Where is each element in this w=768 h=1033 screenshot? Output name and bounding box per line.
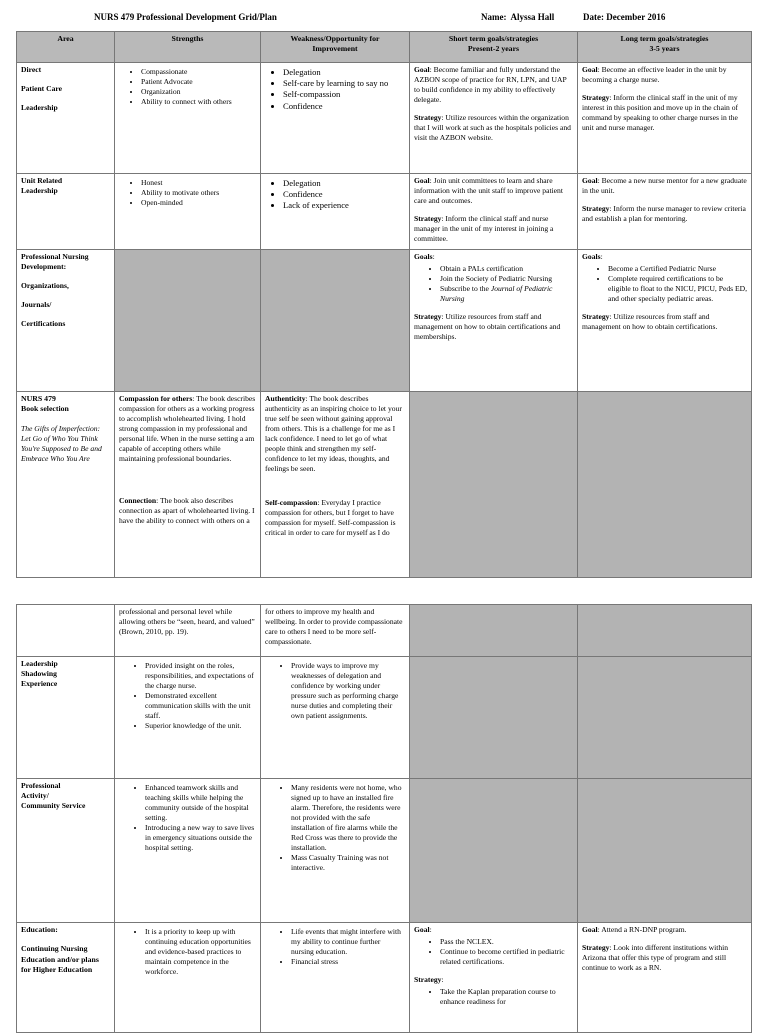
list-item: • Honest (141, 178, 256, 188)
row-leadership-shadowing (17, 657, 752, 779)
list-item: • Delegation (283, 67, 405, 78)
strengths-direct (115, 63, 261, 174)
name-field (481, 12, 554, 22)
weakness-education (261, 923, 410, 1033)
list-item: • Many residents were not home, who signed up to have an installed fire alarm. Therefore, the residents were not provided with the safe installation of fire alarms while the Red Cross was there to provide the installation. (291, 783, 405, 853)
long-term-prof-dev: Goals: • Become a Certified Pediatric Nurse • Complete required certifications to be eligible to float to the NICU, PICU, Peds ED, and other specialty pediatric areas. Strategy: Utilize resources from staff and management on how to obtain certifications. (578, 250, 752, 392)
empty-cell (578, 657, 752, 779)
list-item: • Pass the NCLEX. (440, 937, 573, 947)
empty-cell (410, 392, 578, 578)
empty-cell (261, 250, 410, 392)
list-item: • Enhanced teamwork skills and teaching skills while helping the community outside of the hospital setting. (145, 783, 256, 823)
short-term-education: Goal: • Pass the NCLEX. • Continue to become certified in pediatric related certifications. Strategy: • Take the Kaplan preparation course to enhance readiness for (410, 923, 578, 1033)
weakness-shadowing (261, 657, 410, 779)
weakness-book: Authenticity: The book describes authenticity as an inspiring choice to let your true self be seen without gaining approval from others. This is a challenge for me as I lack confidence. I need to let go of what people think and strengthen my self-confidence to let my ideas, thoughts, and feelings be seen. Self-compassion: Everyday I practice compassion for others, but I forget to have compassion for myself. Self-compassion is critical in order to care for myself as I do (261, 392, 410, 578)
name-label: Name: (481, 12, 507, 22)
long-term-education: Goal: Attend a RN-DNP program. Strategy: Look into different institutions within Arizona that offer this type of program and still continue to work as a RN. (578, 923, 752, 1033)
list-item: • Provided insight on the roles, responsibilities, and expectations of the charge nurse. (145, 661, 256, 691)
list-item: • Confidence (283, 189, 405, 200)
empty-cell (410, 605, 578, 657)
col-strengths: Strengths (115, 32, 261, 63)
list-item: • Become a Certified Pediatric Nurse (608, 264, 747, 274)
date-field (583, 12, 665, 22)
list-item: • Patient Advocate (141, 77, 256, 87)
list-item: • Lack of experience (283, 200, 405, 211)
row-professional-development (17, 250, 752, 392)
list-item: • Open-minded (141, 198, 256, 208)
area-book: NURS 479 Book selection The Gifts of Imperfection: Let Go of Who You Think You're Supposed to Be and Embrace Who You Are (17, 392, 115, 578)
col-weakness: Weakness/Opportunity for Improvement (261, 32, 410, 63)
list-item: • Financial stress (291, 957, 405, 967)
list-item: • Superior knowledge of the unit. (145, 721, 256, 731)
short-term-unit: Goal: Join unit committees to learn and share information with the unit staff to improve patient care and outcomes. Strategy: Inform the clinical staff and nurse manager in the unit of my interest in joining a committee. (410, 174, 578, 250)
list-item: • Subscribe to the Journal of Pediatric Nursing (440, 284, 573, 304)
development-grid-page-2 (16, 604, 752, 1033)
strengths-unit (115, 174, 261, 250)
area-prof-dev: Professional Nursing Development: Organizations, Journals/ Certifications (17, 250, 115, 392)
row-direct-patient-care (17, 63, 752, 174)
list-item: • Delegation (283, 178, 405, 189)
empty-cell (578, 392, 752, 578)
book-title: The Gifts of Imperfection: Let Go of Who You Think You're Supposed to Be and Embrace Who You Are (21, 423, 102, 463)
list-item: • Ability to motivate others (141, 188, 256, 198)
list-item: • Introducing a new way to save lives in emergency situations outside the hospital setting. (145, 823, 256, 853)
list-item: • It is a priority to keep up with continuing education opportunities and evidence-based practices to maintain competence in the workforce. (145, 927, 256, 977)
list-item: • Self-care by learning to say no (283, 78, 405, 89)
list-item: • Take the Kaplan preparation course to enhance readiness for (440, 987, 573, 1007)
weakness-activity (261, 779, 410, 923)
list-item: • Join the Society of Pediatric Nursing (440, 274, 573, 284)
short-term-direct: Goal: Become familiar and fully understand the AZBON scope of practice for RN, LPN, and UAP to build confidence in my ability to effectively delegate. Strategy: Utilize resources within the organization that I will work at such as the hospitals policies and visit the AZBON website. (410, 63, 578, 174)
strengths-education (115, 923, 261, 1033)
area-education: Education: Continuing Nursing Education and/or plans for Higher Education (17, 923, 115, 1033)
development-grid-page-1 (16, 31, 752, 578)
row-professional-activity (17, 779, 752, 923)
col-area: Area (17, 32, 115, 63)
date-value: December 2016 (606, 12, 666, 22)
row-book-continued (17, 605, 752, 657)
empty-cell (410, 779, 578, 923)
weakness-unit (261, 174, 410, 250)
strengths-book: Compassion for others: The book describes compassion for others as a working progress to accomplish wholehearted living. I hold strong compassion in my professional and personal life. When in the nurse setting a am capable of accepting others while maintaining professional boundaries. Connection: The book also describes connection as apart of wholehearted living. I have the ability to connect with others on a (115, 392, 261, 578)
date-label: Date: (583, 12, 604, 22)
name-value: Alyssa Hall (510, 12, 555, 22)
area-book-continued (17, 605, 115, 657)
area-unit: Unit Related Leadership (17, 174, 115, 250)
list-item: • Obtain a PALs certification (440, 264, 573, 274)
empty-cell (578, 779, 752, 923)
col-long-term: Long term goals/strategies 3-5 years (578, 32, 752, 63)
list-item: • Demonstrated excellent communication skills with the unit staff. (145, 691, 256, 721)
area-shadowing: Leadership Shadowing Experience (17, 657, 115, 779)
list-item: • Compassionate (141, 67, 256, 77)
list-item: • Self-compassion (283, 89, 405, 100)
row-book-selection (17, 392, 752, 578)
list-item: • Complete required certifications to be eligible to float to the NICU, PICU, Peds ED, and other specialty pediatric areas. (608, 274, 747, 304)
short-term-prof-dev: Goals: • Obtain a PALs certification • Join the Society of Pediatric Nursing • Subscribe to the Journal of Pediatric Nursing Strategy: Utilize resources from staff and management on how to obtain certifications and memberships. (410, 250, 578, 392)
empty-cell (115, 250, 261, 392)
list-item: • Organization (141, 87, 256, 97)
empty-cell (410, 657, 578, 779)
strengths-book-continued: professional and personal level while allowing others be “seen, heard, and valued” (Brown, 2010, pp. 19). (115, 605, 261, 657)
row-unit-leadership (17, 174, 752, 250)
list-item: • Life events that might interfere with my ability to continue further nursing education. (291, 927, 405, 957)
row-education (17, 923, 752, 1033)
long-term-unit: Goal: Become a new nurse mentor for a new graduate in the unit. Strategy: Inform the nurse manager to review criteria and establish a plan for mentoring. (578, 174, 752, 250)
area-direct: Direct Patient Care Leadership (17, 63, 115, 174)
list-item: • Continue to become certified in pediatric related certifications. (440, 947, 573, 967)
strengths-shadowing (115, 657, 261, 779)
area-activity: Professional Activity/ Community Service (17, 779, 115, 923)
list-item: • Mass Casualty Training was not interactive. (291, 853, 405, 873)
document-title: NURS 479 Professional Development Grid/Plan (94, 12, 277, 22)
col-short-term: Short term goals/strategies Present-2 years (410, 32, 578, 63)
list-item: • Ability to connect with others (141, 97, 256, 107)
weakness-book-continued: for others to improve my health and wellbeing. In order to provide compassionate care to others I need to be more self-compassionate. (261, 605, 410, 657)
weakness-direct (261, 63, 410, 174)
list-item: • Provide ways to improve my weaknesses of delegation and confidence by working under pressure such as performing charge nurse duties and completing their own patient assignments. (291, 661, 405, 721)
list-item: • Confidence (283, 101, 405, 112)
empty-cell (578, 605, 752, 657)
strengths-activity (115, 779, 261, 923)
long-term-direct: Goal: Become an effective leader in the unit by becoming a charge nurse. Strategy: Inform the clinical staff in the unit of my interest in this position and move up in the chain of command by speaking to other charge nurses in the unit and nurse manager. (578, 63, 752, 174)
header-row (17, 32, 752, 63)
